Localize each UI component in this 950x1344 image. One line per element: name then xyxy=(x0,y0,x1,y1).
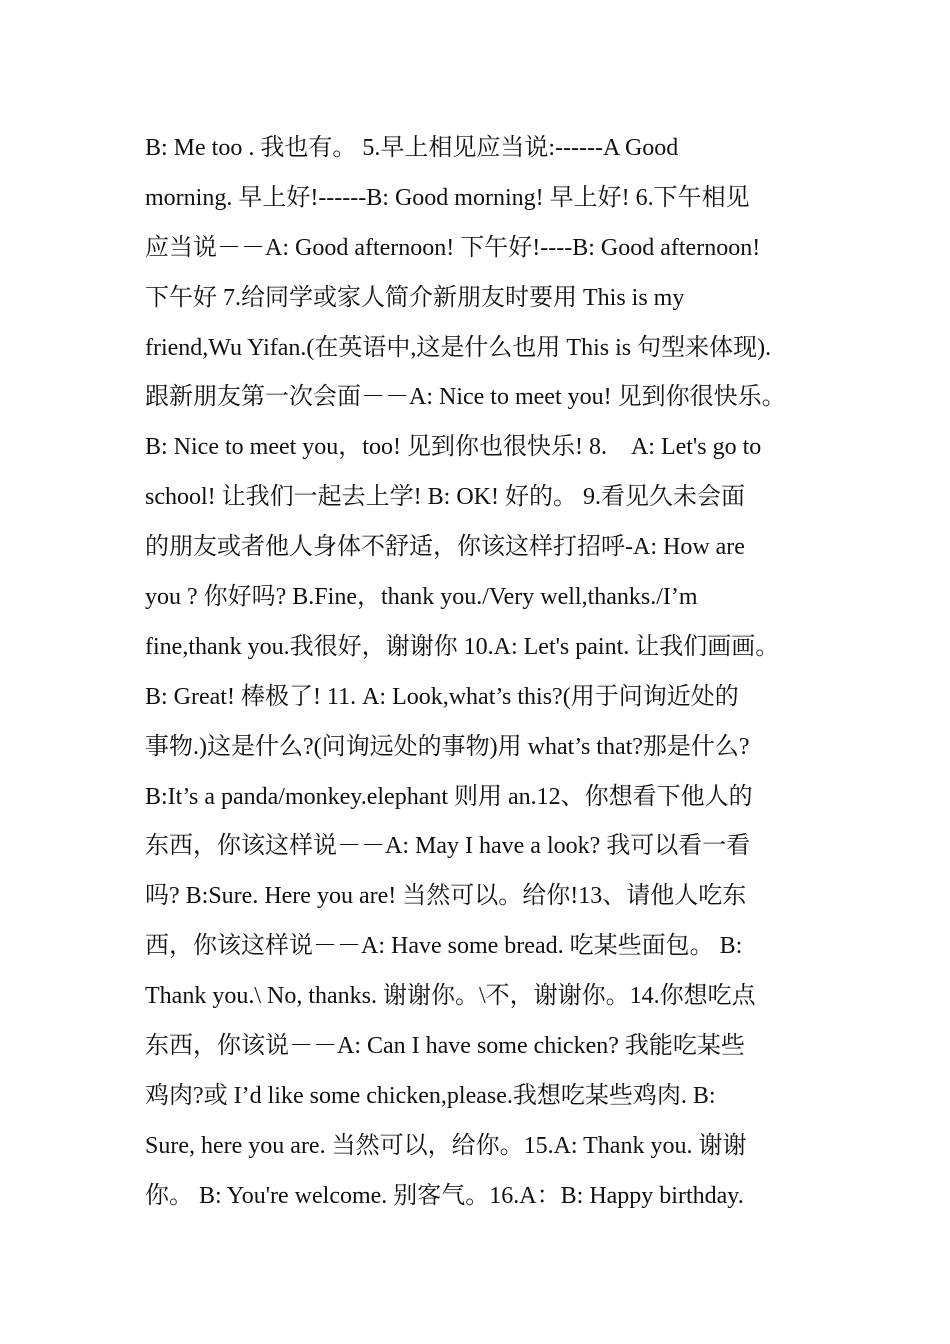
text-line: 跟新朋友第一次会面－－A: Nice to meet you! 见到你很快乐。 xyxy=(145,384,786,411)
text-line: 你。 B: You're welcome. 别客气。16.A：B: Happy birthday. xyxy=(145,1182,744,1209)
text-line: 的朋友或者他人身体不舒适，你该这样打招呼-A: How are xyxy=(145,534,745,561)
text-line: B: Great! 棒极了! 11. A: Look,what’s this?(用于问询近处的 xyxy=(145,683,739,710)
text-line: 东西，你该说－－A: Can I have some chicken? 我能吃某些 xyxy=(145,1033,745,1060)
text-line: school! 让我们一起去上学! B: OK! 好的。 9.看见久未会面 xyxy=(145,484,745,511)
text-line: friend,Wu Yifan.(在英语中,这是什么也用 This is 句型来体现). xyxy=(145,334,772,361)
text-line: 东西，你该这样说－－A: May I have a look? 我可以看一看 xyxy=(145,833,751,860)
text-line: morning. 早上好!------B: Good morning! 早上好! 6.下午相见 xyxy=(145,184,750,211)
text-line: B: Me too . 我也有。 5.早上相见应当说:------A Good xyxy=(145,135,679,161)
text-line: 鸡肉?或 I’d like some chicken,please.我想吃某些鸡肉. B: xyxy=(145,1082,716,1109)
text-line: B: Nice to meet you，too! 见到你也很快乐! 8. A: Let's go to xyxy=(145,434,762,461)
text-line: fine,thank you.我很好，谢谢你 10.A: Let's paint. 让我们画画。 xyxy=(145,633,780,660)
text-line: 事物.)这是什么?(问询远处的事物)用 what’s that?那是什么? xyxy=(145,733,750,760)
text-line: you ? 你好吗? B.Fine，thank you./Very well,thanks./I’m xyxy=(145,584,698,611)
text-line: 吗? B:Sure. Here you are! 当然可以。给你!13、请他人吃东 xyxy=(145,883,747,910)
text-line: 应当说－－A: Good afternoon! 下午好!----B: Good afternoon! xyxy=(145,234,761,261)
text-line: Thank you.\ No, thanks. 谢谢你。\不，谢谢你。14.你想吃点 xyxy=(145,983,756,1010)
text-line: 西，你该这样说－－A: Have some bread. 吃某些面包。 B: xyxy=(145,933,743,960)
text-line: 下午好 7.给同学或家人简介新朋友时要用 This is my xyxy=(145,284,685,311)
body-text xyxy=(145,124,835,1222)
text-line: B:It’s a panda/monkey.elephant 则用 an.12、你想看下他人的 xyxy=(145,783,753,810)
text-line: Sure, here you are. 当然可以，给你。15.A: Thank you. 谢谢 xyxy=(145,1132,747,1159)
